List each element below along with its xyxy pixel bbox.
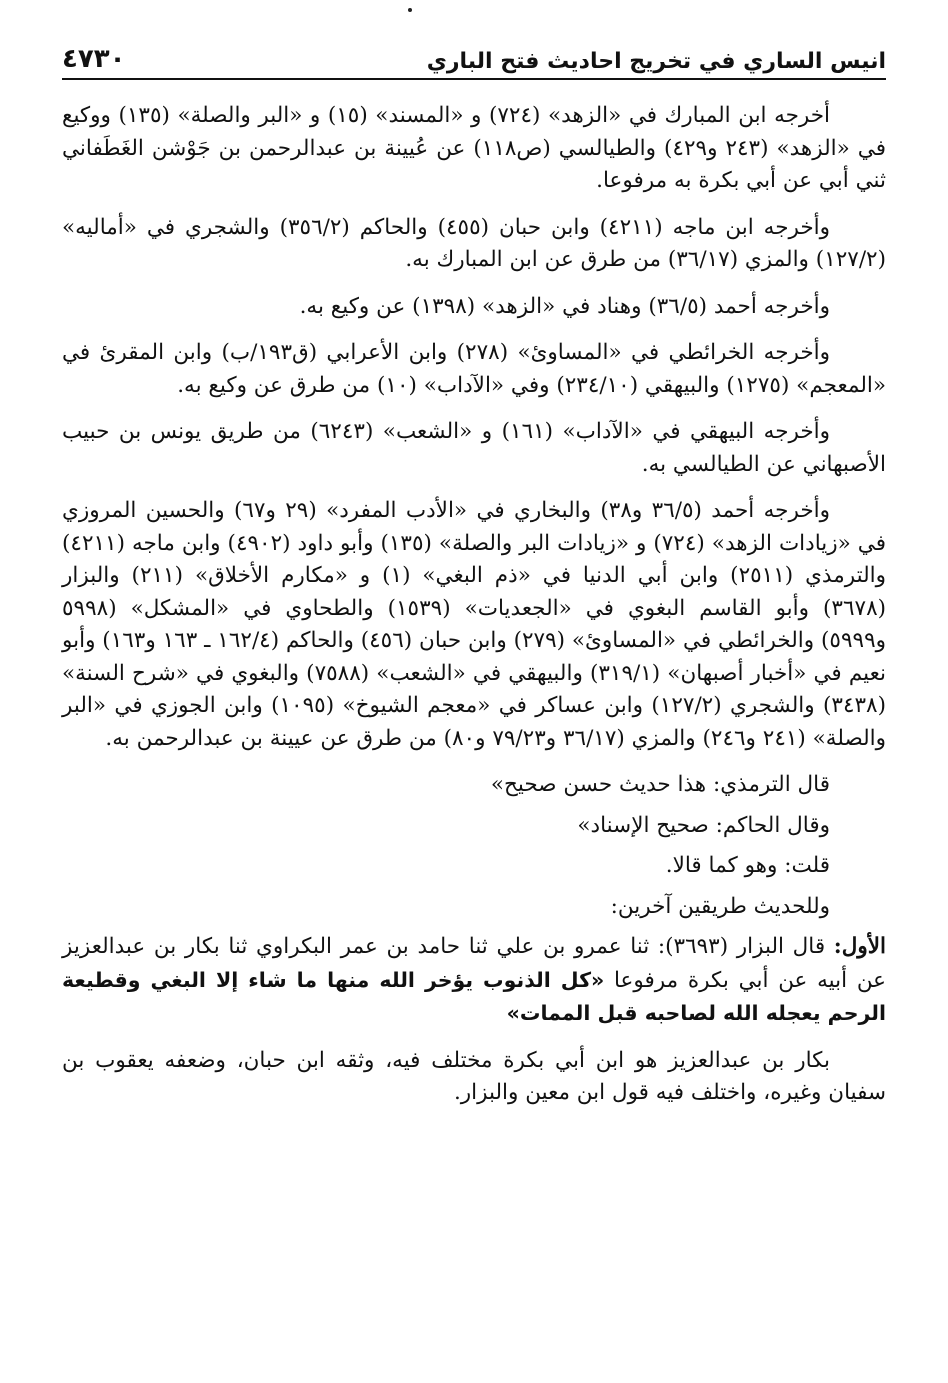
running-title: انيس الساري في تخريج احاديث فتح الباري [426, 49, 886, 74]
first-route-label: الأول: [833, 934, 886, 959]
tirmidhi-verdict: قال الترمذي: هذا حديث حسن صحيح» [490, 772, 830, 797]
hakim-verdict: وقال الحاكم: صحيح الإسناد» [577, 812, 830, 838]
page-header [62, 38, 886, 80]
closing-paragraph: بكار بن عبدالعزيز هو ابن أبي بكرة مختلف فيه، وثقه ابن حبان، وضعفه يعقوب بن سفيان وغيره، واختلف فيه قول ابن معين والبزار. [62, 1047, 886, 1105]
page-body [62, 100, 886, 1124]
other-routes-intro: وللحديث طريقين آخرين: [610, 893, 830, 919]
paragraph-ibn-mubarak: أخرجه ابن المبارك في «الزهد» (٧٢٤) و «المسند» (١٥) و «البر والصلة» (١٣٥) ووكيع في «الزهد» (٢٤٣ و٤٢٩) والطيالسي (ص١١٨) عن عُيينة بن عبدالرحمن بن جَوْشن الغَطَفاني ثني أبي عن أبي بكرة به مرفوعا. [62, 103, 886, 193]
paragraph-ibn-majah: وأخرجه ابن ماجه (٤٢١١) وابن حبان (٤٥٥) والحاكم (٣٥٦/٢) والشجري في «أماليه» (١٢٧/٢) والمزي (٣٦/١٧) من طرق عن ابن المبارك به. [62, 214, 886, 272]
paragraph-ahmad-bukhari: وأخرجه أحمد (٣٦/٥ و٣٨) والبخاري في «الأدب المفرد» (٢٩ و٦٧) والحسين المروزي في «زيادات الزهد» (٧٢٤) و «زيادات البر والصلة» (١٣٥) وأبو داود (٤٩٠٢) وابن ماجه (٤٢١١) والترمذي (٢٥١١) وابن أبي الدنيا في «ذم البغي» (١) و «مكارم الأخلاق» (٢١١) والبزار (٣٦٧٨) وأبو القاسم البغوي في «الجعديات» (١٥٣٩) والطحاوي في «المشكل» (٥٩٩٨ و٥٩٩٩) والخرائطي في «المساوئ» (٢٧٩) وابن حبان (٤٥٦) والحاكم (١٦٢/٤ ـ ١٦٣ و١٦٣) وأبو نعيم في «أخبار أصبهان» (٣١٩/١) والبيهقي في «الشعب» (٧٥٨٨) والبغوي في «شرح السنة» (٣٤٣٨) والشجري (١٢٧/٢) وابن عساكر في «معجم الشيوخ» (١٠٩٥) وابن الجوزي في «البر والصلة» (٢٤١ و٢٤٦) والمزي (٣٦/١٧ و٧٩/٢٣ و٨٠) من طرق عن عيينة بن عبدالرحمن به. [62, 498, 887, 751]
paragraph-bayhaqi: وأخرجه البيهقي في «الآداب» (١٦١) و «الشعب» (٦٢٤٣) من طريق يونس بن حبيب الأصبهاني عن الطيالسي به. [62, 419, 886, 477]
first-route-text: قال البزار (٣٦٩٣): ثنا عمرو بن علي ثنا حامد بن عمر البكراوي ثنا بكار بن عبدالعزيز عن أبيه عن أبي بكرة مرفوعا [62, 934, 887, 993]
scan-mark [408, 8, 412, 12]
paragraph-ahmad-hannad: وأخرجه أحمد (٣٦/٥) وهناد في «الزهد» (١٣٩٨) عن وكيع به. [299, 293, 830, 319]
page-number: ٤٧٣٠ [62, 44, 126, 74]
first-route-paragraph [62, 931, 886, 1031]
hadith-text: «كل الذنوب يؤخر الله منها ما شاء إلا البغي وقطيعة الرحم يعجله الله لصاحبه قبل الممات» [62, 967, 886, 1025]
paragraph-kharaiti: وأخرجه الخرائطي في «المساوئ» (٢٧٨) وابن الأعرابي (ق١٩٣/ب) وابن المقرئ في «المعجم» (١٢٧٥) والبيهقي (٢٣٤/١٠) وفي «الآداب» (١٠) من طرق عن وكيع به. [62, 340, 886, 398]
author-comment: قلت: وهو كما قالا. [665, 853, 830, 878]
